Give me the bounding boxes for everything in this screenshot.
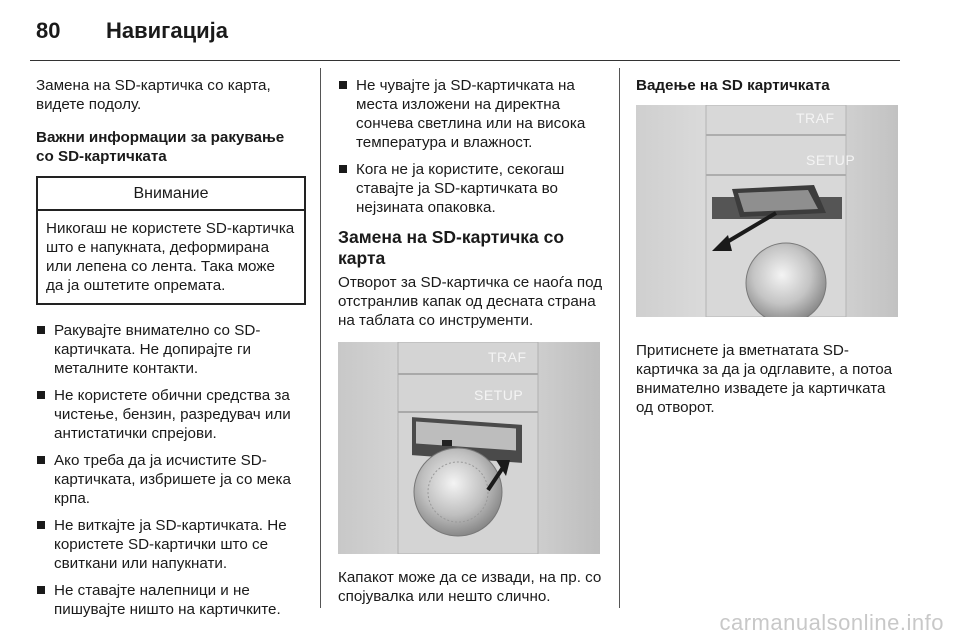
list-item: Не користете обични средства за чистење, бензин, разредувач или антистатички спрејови. — [36, 386, 306, 443]
heading-replace-card: Замена на SD-картичка со карта — [338, 227, 565, 268]
intro-text: Замена на SD-картичка со карта, видете подолу. — [36, 77, 271, 113]
column-divider-1 — [320, 68, 321, 608]
list-item: Не виткајте ја SD-картичката. Не користете SD-картички што се свиткани или напукнати. — [36, 516, 306, 573]
bullet-square-icon — [37, 521, 45, 529]
list-item: Кога не ја користите, секогаш ставајте ја SD-картичката во нејзината опаковка. — [338, 160, 608, 217]
notice-title: Внимание — [38, 178, 304, 211]
column-1 — [36, 76, 306, 627]
list-item: Не ставајте налепници и не пишувајте ништо на картичките. — [36, 581, 306, 619]
page-number: 80 — [36, 18, 61, 43]
column-3 — [636, 76, 906, 431]
section-title: Навигација — [106, 18, 228, 43]
watermark: carmanualsonline.info — [719, 610, 944, 635]
column-2 — [338, 76, 608, 620]
list-item: Ракувајте внимателно со SD-картичката. Не допирајте ги металните контакти. — [36, 321, 306, 378]
traf-label: TRAF — [488, 349, 527, 365]
bullet-square-icon — [339, 165, 347, 173]
bullet-square-icon — [37, 391, 45, 399]
cover-removal-text: Капакот може да се извади, на пр. со спојувалка или нешто слично. — [338, 569, 602, 605]
header-rule — [30, 60, 900, 61]
setup-label: SETUP — [474, 387, 524, 403]
bullet-square-icon — [37, 456, 45, 464]
heading-remove-card: Вадење на SD картичката — [636, 77, 830, 94]
page-header — [36, 18, 228, 48]
column-divider-2 — [619, 68, 620, 608]
bullet-square-icon — [339, 81, 347, 89]
bullet-square-icon — [37, 586, 45, 594]
bullet-square-icon — [37, 326, 45, 334]
subheading-handling: Важни информации за ракување со SD-картичката — [36, 129, 285, 165]
storage-list — [338, 76, 608, 217]
list-item: Не чувајте ја SD-картичката на места изложени на директна сончева светлина или на висока температура и влажност. — [338, 76, 608, 152]
handling-list — [36, 321, 306, 619]
card-removal-illustration — [636, 105, 898, 317]
traf-label: TRAF — [796, 110, 835, 126]
cover-removal-illustration — [338, 342, 600, 554]
photo-cover-removal — [338, 342, 600, 554]
notice-box — [36, 176, 306, 305]
notice-body: Никогаш не користете SD-картичка што е напукната, деформирана или лепена со лента. Така може да ја оштетите опремата. — [46, 220, 295, 294]
card-removal-text: Притиснете ја вметнатата SD-картичка за да ја одглавите, а потоа внимателно извадете ја картичката од отворот. — [636, 342, 893, 416]
setup-label: SETUP — [806, 152, 856, 168]
slot-location-text: Отворот за SD-картичка се наоѓа под отстранлив капак од десната страна на таблата со инструменти. — [338, 274, 603, 329]
list-item: Ако треба да ја исчистите SD-картичката, избришете ја со мека крпа. — [36, 451, 306, 508]
photo-card-removal — [636, 105, 898, 317]
